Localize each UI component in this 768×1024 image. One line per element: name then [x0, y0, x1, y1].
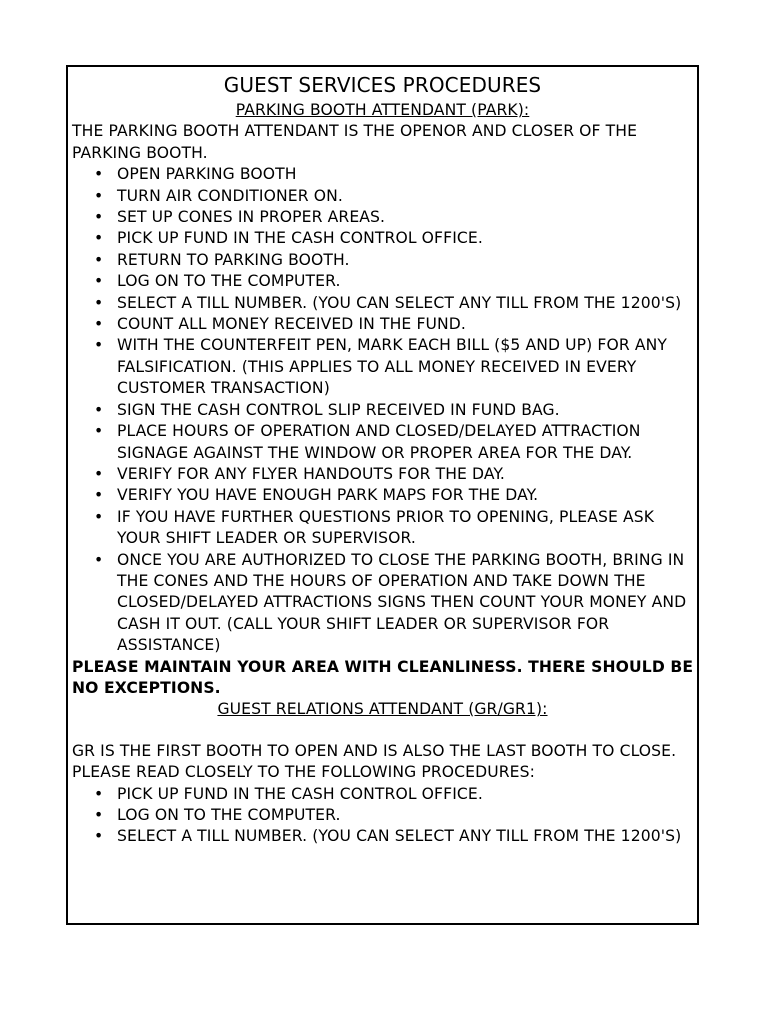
- section-spacer: [72, 721, 697, 741]
- procedure-step: [72, 507, 697, 550]
- procedure-step: [72, 335, 697, 399]
- bullet-icon: •: [94, 272, 104, 291]
- procedure-step-text: PICK UP FUND IN THE CASH CONTROL OFFICE.: [117, 229, 483, 248]
- procedure-step-text: TURN AIR CONDITIONER ON.: [117, 186, 343, 205]
- procedure-step: [72, 250, 697, 271]
- procedure-step: [72, 421, 697, 464]
- bullet-icon: •: [94, 507, 104, 526]
- procedure-step-text: PICK UP FUND IN THE CASH CONTROL OFFICE.: [117, 784, 483, 803]
- procedure-step-text: LOG ON TO THE COMPUTER.: [117, 806, 341, 824]
- procedure-step: [72, 228, 697, 249]
- procedure-step-text: PLACE HOURS OF OPERATION AND CLOSED/DELAYED ATTRACTION SIGNAGE AGAINST THE WINDOW OR PROPER AREA FOR THE DAY.: [117, 422, 641, 462]
- procedure-step: [72, 485, 697, 506]
- procedure-step-text: RETURN TO PARKING BOOTH.: [117, 250, 350, 269]
- procedure-step-text: SIGN THE CASH CONTROL SLIP RECEIVED IN FUND BAG.: [117, 400, 560, 419]
- park-section-heading: PARKING BOOTH ATTENDANT (PARK):: [235, 101, 530, 119]
- bullet-icon: •: [94, 229, 104, 248]
- procedure-step: [72, 784, 697, 805]
- gr-section-heading: GUEST RELATIONS ATTENDANT (GR/GR1):: [217, 700, 548, 719]
- procedure-step: [72, 271, 697, 292]
- bullet-icon: •: [94, 550, 104, 569]
- procedure-step: [72, 186, 697, 207]
- procedure-step-text: OPEN PARKING BOOTH: [117, 165, 297, 184]
- bullet-icon: •: [94, 827, 104, 846]
- park-section-intro: THE PARKING BOOTH ATTENDANT IS THE OPENOR AND CLOSER OF THE PARKING BOOTH.: [72, 122, 638, 162]
- bullet-icon: •: [94, 208, 104, 227]
- gr-steps-list: [72, 784, 697, 848]
- procedure-step-text: VERIFY FOR ANY FLYER HANDOUTS FOR THE DAY.: [117, 464, 505, 483]
- bullet-icon: •: [94, 806, 104, 824]
- procedure-step: [72, 164, 697, 185]
- procedure-step: [72, 805, 697, 826]
- procedure-step-text: LOG ON TO THE COMPUTER.: [117, 272, 341, 291]
- procedure-step-text: WITH THE COUNTERFEIT PEN, MARK EACH BILL ($5 AND UP) FOR ANY FALSIFICATION. (THIS APPLIES TO ALL MONEY RECEIVED IN EVERY CUSTOMER TRANSACTION): [117, 336, 667, 398]
- cleanliness-notice: PLEASE MAINTAIN YOUR AREA WITH CLEANLINESS. THERE SHOULD BE NO EXCEPTIONS.: [72, 657, 694, 697]
- bullet-icon: •: [94, 336, 104, 355]
- procedure-step: [72, 400, 697, 421]
- bullet-icon: •: [94, 315, 104, 334]
- procedure-step: [72, 826, 697, 847]
- procedure-step-text: COUNT ALL MONEY RECEIVED IN THE FUND.: [117, 315, 466, 334]
- bullet-icon: •: [94, 464, 104, 483]
- procedure-step-text: SET UP CONES IN PROPER AREAS.: [117, 208, 386, 227]
- bullet-icon: •: [94, 165, 104, 184]
- document-title: GUEST SERVICES PROCEDURES: [223, 73, 542, 97]
- gr-section-intro: GR IS THE FIRST BOOTH TO OPEN AND IS ALSO THE LAST BOOTH TO CLOSE. PLEASE READ CLOSELY TO THE FOLLOWING PROCEDURES:: [72, 741, 677, 782]
- procedure-step-text: SELECT A TILL NUMBER. (YOU CAN SELECT ANY TILL FROM THE 1200'S): [117, 827, 682, 846]
- bullet-icon: •: [94, 784, 104, 803]
- procedure-step: [72, 207, 697, 228]
- procedure-step-text: VERIFY YOU HAVE ENOUGH PARK MAPS FOR THE DAY.: [117, 486, 539, 505]
- procedure-step-text: IF YOU HAVE FURTHER QUESTIONS PRIOR TO OPENING, PLEASE ASK YOUR SHIFT LEADER OR SUPERVISOR.: [117, 507, 655, 548]
- procedure-step-text: SELECT A TILL NUMBER. (YOU CAN SELECT ANY TILL FROM THE 1200'S): [117, 293, 682, 312]
- bullet-icon: •: [94, 293, 104, 312]
- procedure-step-text: ONCE YOU ARE AUTHORIZED TO CLOSE THE PARKING BOOTH, BRING IN THE CONES AND THE HOURS OF OPERATION AND TAKE DOWN THE CLOSED/DELAYED ATTRACTIONS SIGNS THEN COUNT YOUR MONEY AND CASH IT OUT. (CALL YOUR SHIFT LEADER OR SUPERVISOR FOR ASSISTANCE): [117, 550, 687, 655]
- bullet-icon: •: [94, 250, 104, 269]
- procedure-step: [72, 314, 697, 335]
- procedure-step: [72, 550, 697, 657]
- bullet-icon: •: [94, 400, 104, 419]
- procedures-document: [66, 65, 699, 925]
- bullet-icon: •: [94, 422, 104, 441]
- procedure-step: [72, 293, 697, 314]
- bullet-icon: •: [94, 486, 104, 505]
- procedure-step: [72, 464, 697, 485]
- bullet-icon: •: [94, 186, 104, 205]
- park-steps-list: [72, 164, 697, 656]
